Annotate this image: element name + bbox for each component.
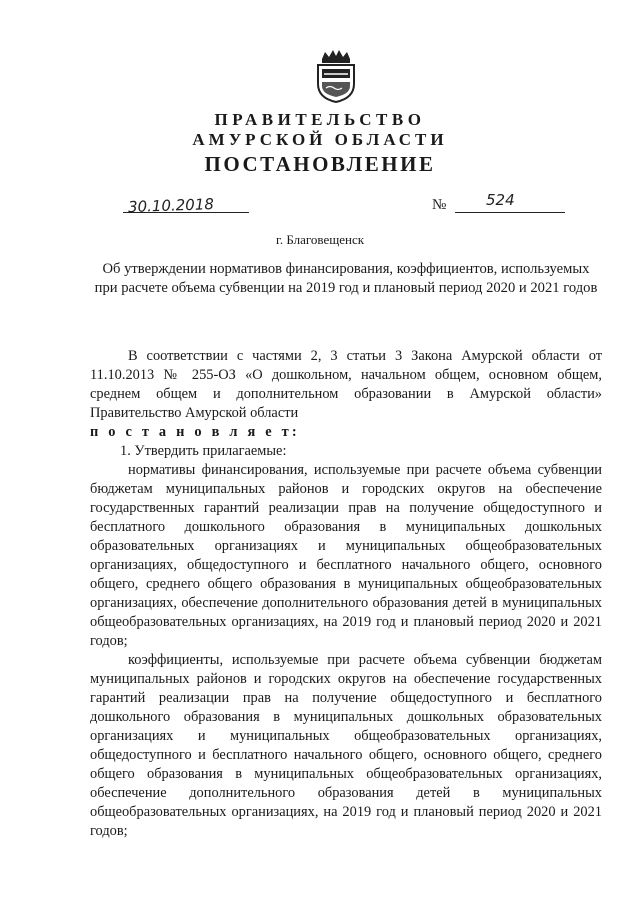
document-type-heading: ПОСТАНОВЛЕНИЕ	[204, 152, 436, 176]
document-body	[90, 347, 602, 841]
government-name-line1: ПРАВИТЕЛЬСТВО	[214, 110, 426, 129]
number-underline	[455, 212, 565, 213]
handwritten-date: 30.10.2018	[127, 195, 215, 217]
date-underline	[123, 212, 249, 213]
item-1-heading: 1. Утвердить прилагаемые:	[120, 443, 287, 459]
norms-paragraph: нормативы финансирования, используемые при расчете объема субвенции бюджетам муниципальных районов и городских округов на обеспечение государственных гарантий реализации прав на получение общедоступного и бесплатного дошкольного образования в муниципальных дошкольных образовательных организациях и муниципальных общеобразовательных организациях, общедоступного и бесплатного начального общего, основного общего, среднего общего образования в муниципальных общеобразовательных организациях, обеспечение дополнительного образования детей в муниципальных общеобразовательных организациях, на 2019 год и плановый период 2020 и 2021 годов;	[90, 462, 602, 649]
government-name-line2: АМУРСКОЙ ОБЛАСТИ	[192, 130, 448, 149]
number-sign: №	[432, 197, 447, 213]
decree-word: п о с т а н о в л я е т:	[90, 424, 300, 440]
document-title: Об утверждении нормативов финансирования, коэффициентов, используемых при расчете объема субвенции на 2019 год и плановый период 2020 и 2021 годов	[94, 261, 598, 296]
amur-oblast-coat-of-arms-icon	[313, 48, 359, 104]
issue-city: г. Благовещенск	[275, 232, 365, 247]
preamble-paragraph: В соответствии с частями 2, 3 статьи 3 Закона Амурской области от 11.10.2013 № 255-ОЗ «О дошкольном, начальном общем, основном общем, среднем общем и дополнительном образовании в Амурской области» Правительство Амурской области	[90, 348, 602, 421]
handwritten-document-number: 524	[486, 191, 515, 209]
coefficients-paragraph: коэффициенты, используемые при расчете объема субвенции бюджетам муниципальных районов и городских округов на обеспечение государственных гарантий реализации прав на получение общедоступного и бесплатного дошкольного образования в муниципальных дошкольных образовательных организациях и муниципальных общеобразовательных организациях, общедоступного и бесплатного начального общего, основного общего, среднего общего образования в муниципальных общеобразовательных организациях, обеспечение дополнительного образования детей в муниципальных общеобразовательных организациях, на 2019 год и плановый период 2020 и 2021 годов;	[90, 652, 602, 839]
